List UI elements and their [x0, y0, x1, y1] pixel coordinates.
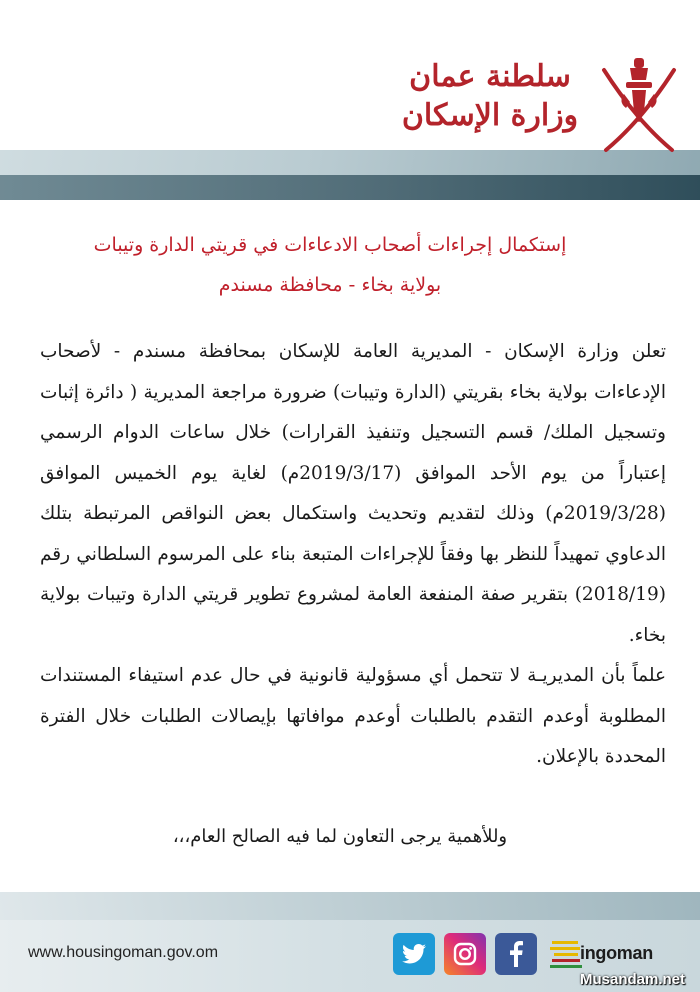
website-link[interactable]: www.housingoman.gov.om	[28, 944, 219, 961]
logo-line-ministry: وزارة الإسكان	[401, 98, 579, 133]
brand-name: ingoman	[580, 943, 653, 963]
twitter-bird-icon[interactable]	[393, 933, 435, 975]
title-line-2: بولاية بخاء - محافظة مسندم	[218, 274, 442, 296]
header-band-shadow	[0, 175, 700, 200]
footer-band-top	[0, 892, 700, 920]
twitter-glyph	[402, 944, 426, 964]
ministry-logo-text	[400, 58, 580, 148]
title-line-1: إستكمال إجراءات أصحاب الادعاءات في قريتي الدارة وتيبات	[93, 234, 567, 256]
instagram-glyph	[453, 942, 477, 966]
announcement-title	[40, 225, 620, 305]
body-paragraph-1: تعلن وزارة الإسكان - المديرية العامة للإسكان بمحافظة مسندم - لأصحاب الإدعاءات بولاية بخاء بقريتي (الدارة وتيبات) ضرورة مراجعة المديرية ( دائرة إثبات وتسجيل الملك/ قسم التسجيل وتنفيذ القرارات) خلال ساعات الدوام الرسمي إعتباراً من يوم الأحد الموافق (2019/3/17م) لغاية يوم الخميس الموافق (2019/3/28م) وذلك لتقديم وتحديث واستكمال بعض النواقص المرتبطة بتلك الدعاوي تمهيداً للنظر بها وفقاً للإجراءات المتبعة بناء على المرسوم السلطاني رقم (2018/19) بتقرير صفة المنفعة العامة لمشروع تطوير قريتي الدارة وتيبات بولاية بخاء.	[40, 341, 666, 646]
facebook-f-icon[interactable]	[495, 933, 537, 975]
body-paragraph-2: علماً بأن المديريـة لا تتحمل أي مسؤولية قانونية في حال عدم استيفاء المستندات المطلوبة أوعدم التقدم بالطلبات أوعدم موافاتها بإيصالات الطلبات خلال الفترة المحددة بالإعلان.	[40, 665, 666, 767]
oman-emblem-icon	[596, 50, 682, 160]
announcement-body	[40, 332, 666, 778]
logo-line-sultanate: سلطنة عمان	[409, 59, 571, 94]
closing-line: وللأهمية يرجى التعاون لما فيه الصالح العام،،،	[172, 826, 508, 847]
instagram-camera-icon[interactable]	[444, 933, 486, 975]
watermark: Musandam.net	[580, 971, 686, 988]
facebook-glyph	[509, 941, 523, 967]
header	[0, 0, 700, 200]
